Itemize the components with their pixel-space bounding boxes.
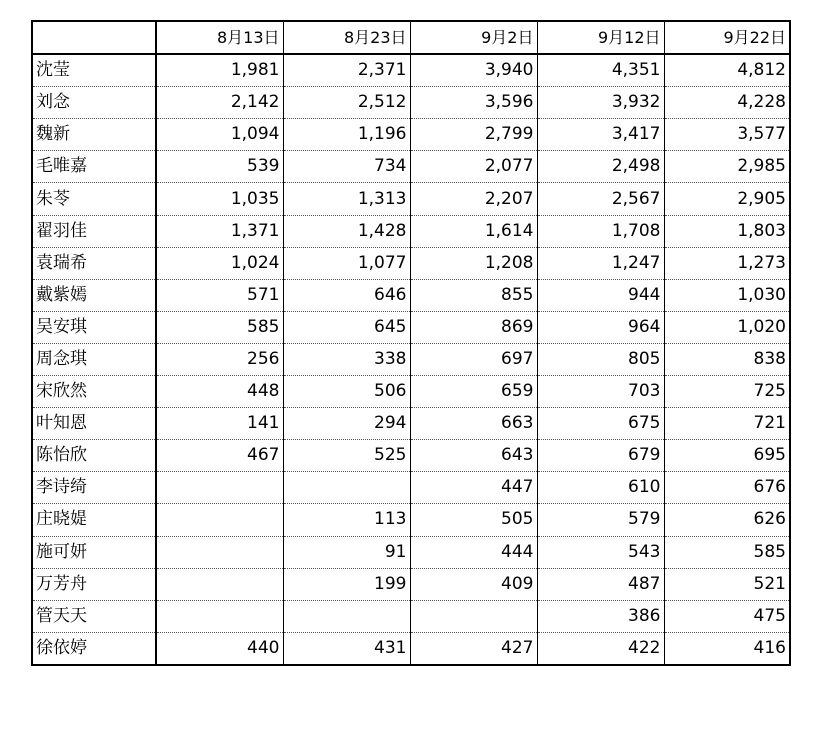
- value-cell[interactable]: 855: [410, 279, 537, 311]
- value-cell[interactable]: 697: [410, 343, 537, 375]
- value-cell[interactable]: 3,940: [410, 54, 537, 87]
- table-row: [32, 600, 790, 632]
- value-cell[interactable]: 409: [410, 568, 537, 600]
- value-cell[interactable]: 964: [537, 311, 664, 343]
- row-name-cell[interactable]: 袁瑞希: [32, 247, 156, 279]
- value-cell[interactable]: [156, 504, 283, 536]
- value-cell[interactable]: 386: [537, 600, 664, 632]
- row-name-cell[interactable]: 刘念: [32, 87, 156, 119]
- row-name-cell[interactable]: 管天天: [32, 600, 156, 632]
- table-row: [32, 247, 790, 279]
- value-cell[interactable]: 663: [410, 408, 537, 440]
- value-cell[interactable]: 2,567: [537, 183, 664, 215]
- value-cell[interactable]: 1,030: [664, 279, 790, 311]
- value-cell[interactable]: 444: [410, 536, 537, 568]
- value-cell[interactable]: 1,428: [283, 215, 410, 247]
- value-cell[interactable]: [410, 600, 537, 632]
- value-cell[interactable]: 571: [156, 279, 283, 311]
- row-name-cell[interactable]: 周念琪: [32, 343, 156, 375]
- value-cell[interactable]: 4,228: [664, 87, 790, 119]
- value-cell[interactable]: 416: [753, 637, 786, 658]
- value-cell[interactable]: 487: [537, 568, 664, 600]
- value-cell[interactable]: 610: [537, 472, 664, 504]
- table-row: [32, 472, 790, 504]
- row-name-cell[interactable]: 宋欣然: [32, 376, 156, 408]
- value-cell[interactable]: 1,024: [156, 247, 283, 279]
- value-cell[interactable]: 3,596: [410, 87, 537, 119]
- row-name-cell[interactable]: 朱苓: [32, 183, 156, 215]
- value-cell[interactable]: 506: [283, 376, 410, 408]
- header-row: [32, 21, 790, 54]
- row-name-cell[interactable]: 翟羽佳: [32, 215, 156, 247]
- value-cell[interactable]: 427: [410, 632, 537, 665]
- value-cell[interactable]: 643: [410, 440, 537, 472]
- value-cell[interactable]: 4,812: [664, 54, 790, 87]
- table-row: [32, 215, 790, 247]
- value-cell[interactable]: 721: [664, 408, 790, 440]
- value-cell[interactable]: 944: [537, 279, 664, 311]
- value-cell[interactable]: 2,371: [283, 54, 410, 87]
- value-cell[interactable]: 646: [283, 279, 410, 311]
- value-cell[interactable]: 1,208: [410, 247, 537, 279]
- value-cell[interactable]: 1,247: [537, 247, 664, 279]
- table-row: [32, 376, 790, 408]
- value-cell[interactable]: 2,905: [664, 183, 790, 215]
- value-cell[interactable]: 626: [664, 504, 790, 536]
- value-cell[interactable]: 91: [283, 536, 410, 568]
- value-cell[interactable]: 2,985: [664, 151, 790, 183]
- row-name-cell[interactable]: 沈莹: [32, 54, 156, 87]
- table-row: [32, 183, 790, 215]
- table-row: [32, 632, 790, 665]
- data-table: [31, 20, 791, 666]
- value-cell[interactable]: 869: [410, 311, 537, 343]
- table-row: [32, 440, 790, 472]
- value-cell[interactable]: 703: [537, 376, 664, 408]
- value-cell[interactable]: 1,981: [156, 54, 283, 87]
- value-cell[interactable]: 734: [283, 151, 410, 183]
- value-cell[interactable]: 2,142: [156, 87, 283, 119]
- value-cell[interactable]: 447: [410, 472, 537, 504]
- value-cell[interactable]: 725: [664, 376, 790, 408]
- value-cell[interactable]: 431: [283, 632, 410, 665]
- value-cell[interactable]: 2,498: [537, 151, 664, 183]
- value-cell[interactable]: 659: [410, 376, 537, 408]
- column-header[interactable]: 9月22日: [664, 21, 790, 54]
- row-name-cell[interactable]: 庄晓媞: [32, 504, 156, 536]
- row-name-cell[interactable]: 万芳舟: [32, 568, 156, 600]
- value-cell[interactable]: 585: [156, 311, 283, 343]
- table-body: [32, 21, 790, 665]
- value-cell[interactable]: 1,196: [283, 119, 410, 151]
- column-header[interactable]: 8月13日: [156, 21, 283, 54]
- value-cell[interactable]: 475: [664, 600, 790, 632]
- value-cell[interactable]: 1,708: [537, 215, 664, 247]
- value-cell[interactable]: 579: [537, 504, 664, 536]
- table-row: [32, 536, 790, 568]
- value-cell[interactable]: 1,614: [410, 215, 537, 247]
- table-row: [32, 568, 790, 600]
- row-name-cell[interactable]: 徐依婷: [32, 632, 156, 665]
- value-cell[interactable]: [156, 600, 283, 632]
- value-cell[interactable]: 422: [537, 632, 664, 665]
- value-cell[interactable]: 467: [156, 440, 283, 472]
- row-name-cell[interactable]: 李诗绮: [32, 472, 156, 504]
- table-row: [32, 343, 790, 375]
- table-row: [32, 54, 790, 87]
- column-header[interactable]: 9月2日: [410, 21, 537, 54]
- value-cell[interactable]: 1,273: [664, 247, 790, 279]
- value-cell[interactable]: 1,035: [156, 183, 283, 215]
- value-cell[interactable]: 1,803: [664, 215, 790, 247]
- value-cell[interactable]: 1,094: [156, 119, 283, 151]
- row-name-cell[interactable]: 施可妍: [32, 536, 156, 568]
- value-cell[interactable]: 2,512: [283, 87, 410, 119]
- value-cell[interactable]: [156, 536, 283, 568]
- table-row: [32, 408, 790, 440]
- value-cell[interactable]: 1,077: [283, 247, 410, 279]
- value-cell[interactable]: [156, 472, 283, 504]
- table-row: [32, 504, 790, 536]
- column-header[interactable]: 9月12日: [537, 21, 664, 54]
- value-cell[interactable]: 679: [537, 440, 664, 472]
- row-name-cell[interactable]: 戴紫嫣: [32, 279, 156, 311]
- row-name-cell[interactable]: 魏新: [32, 119, 156, 151]
- value-cell[interactable]: 1,020: [664, 311, 790, 343]
- column-header[interactable]: 8月23日: [283, 21, 410, 54]
- value-cell[interactable]: 113: [283, 504, 410, 536]
- value-cell[interactable]: 3,577: [664, 119, 790, 151]
- value-cell[interactable]: 2,799: [410, 119, 537, 151]
- value-cell[interactable]: 141: [156, 408, 283, 440]
- value-cell[interactable]: [283, 600, 410, 632]
- value-cell[interactable]: 2,207: [410, 183, 537, 215]
- value-cell[interactable]: 539: [156, 151, 283, 183]
- value-cell[interactable]: 294: [283, 408, 410, 440]
- value-cell[interactable]: 338: [283, 343, 410, 375]
- value-cell[interactable]: 521: [664, 568, 790, 600]
- row-name-cell[interactable]: 毛唯嘉: [32, 151, 156, 183]
- value-cell[interactable]: 838: [664, 343, 790, 375]
- value-cell[interactable]: 585: [664, 536, 790, 568]
- value-cell[interactable]: 3,417: [537, 119, 664, 151]
- value-cell[interactable]: 505: [410, 504, 537, 536]
- value-cell[interactable]: 3,932: [537, 87, 664, 119]
- value-cell[interactable]: [156, 568, 283, 600]
- value-cell[interactable]: 4,351: [537, 54, 664, 87]
- value-cell[interactable]: 1,371: [156, 215, 283, 247]
- value-cell[interactable]: 525: [283, 440, 410, 472]
- corner-cell[interactable]: [32, 21, 156, 54]
- value-cell[interactable]: 256: [156, 343, 283, 375]
- value-cell[interactable]: [283, 472, 410, 504]
- table-row: [32, 279, 790, 311]
- value-cell[interactable]: 1,313: [283, 183, 410, 215]
- value-cell[interactable]: 805: [537, 343, 664, 375]
- value-cell[interactable]: 676: [664, 472, 790, 504]
- value-cell[interactable]: 543: [537, 536, 664, 568]
- value-cell[interactable]: 448: [156, 376, 283, 408]
- value-cell[interactable]: 2,077: [410, 151, 537, 183]
- table-row: [32, 119, 790, 151]
- value-cell[interactable]: 695: [664, 440, 790, 472]
- value-cell[interactable]: 440: [156, 632, 283, 665]
- value-cell[interactable]: 675: [537, 408, 664, 440]
- table-row: [32, 151, 790, 183]
- row-name-cell[interactable]: 叶知恩: [32, 408, 156, 440]
- table-row: [32, 87, 790, 119]
- row-name-cell[interactable]: 吴安琪: [32, 311, 156, 343]
- table-row: [32, 311, 790, 343]
- value-cell[interactable]: 199: [283, 568, 410, 600]
- row-name-cell[interactable]: 陈怡欣: [32, 440, 156, 472]
- value-cell[interactable]: 645: [283, 311, 410, 343]
